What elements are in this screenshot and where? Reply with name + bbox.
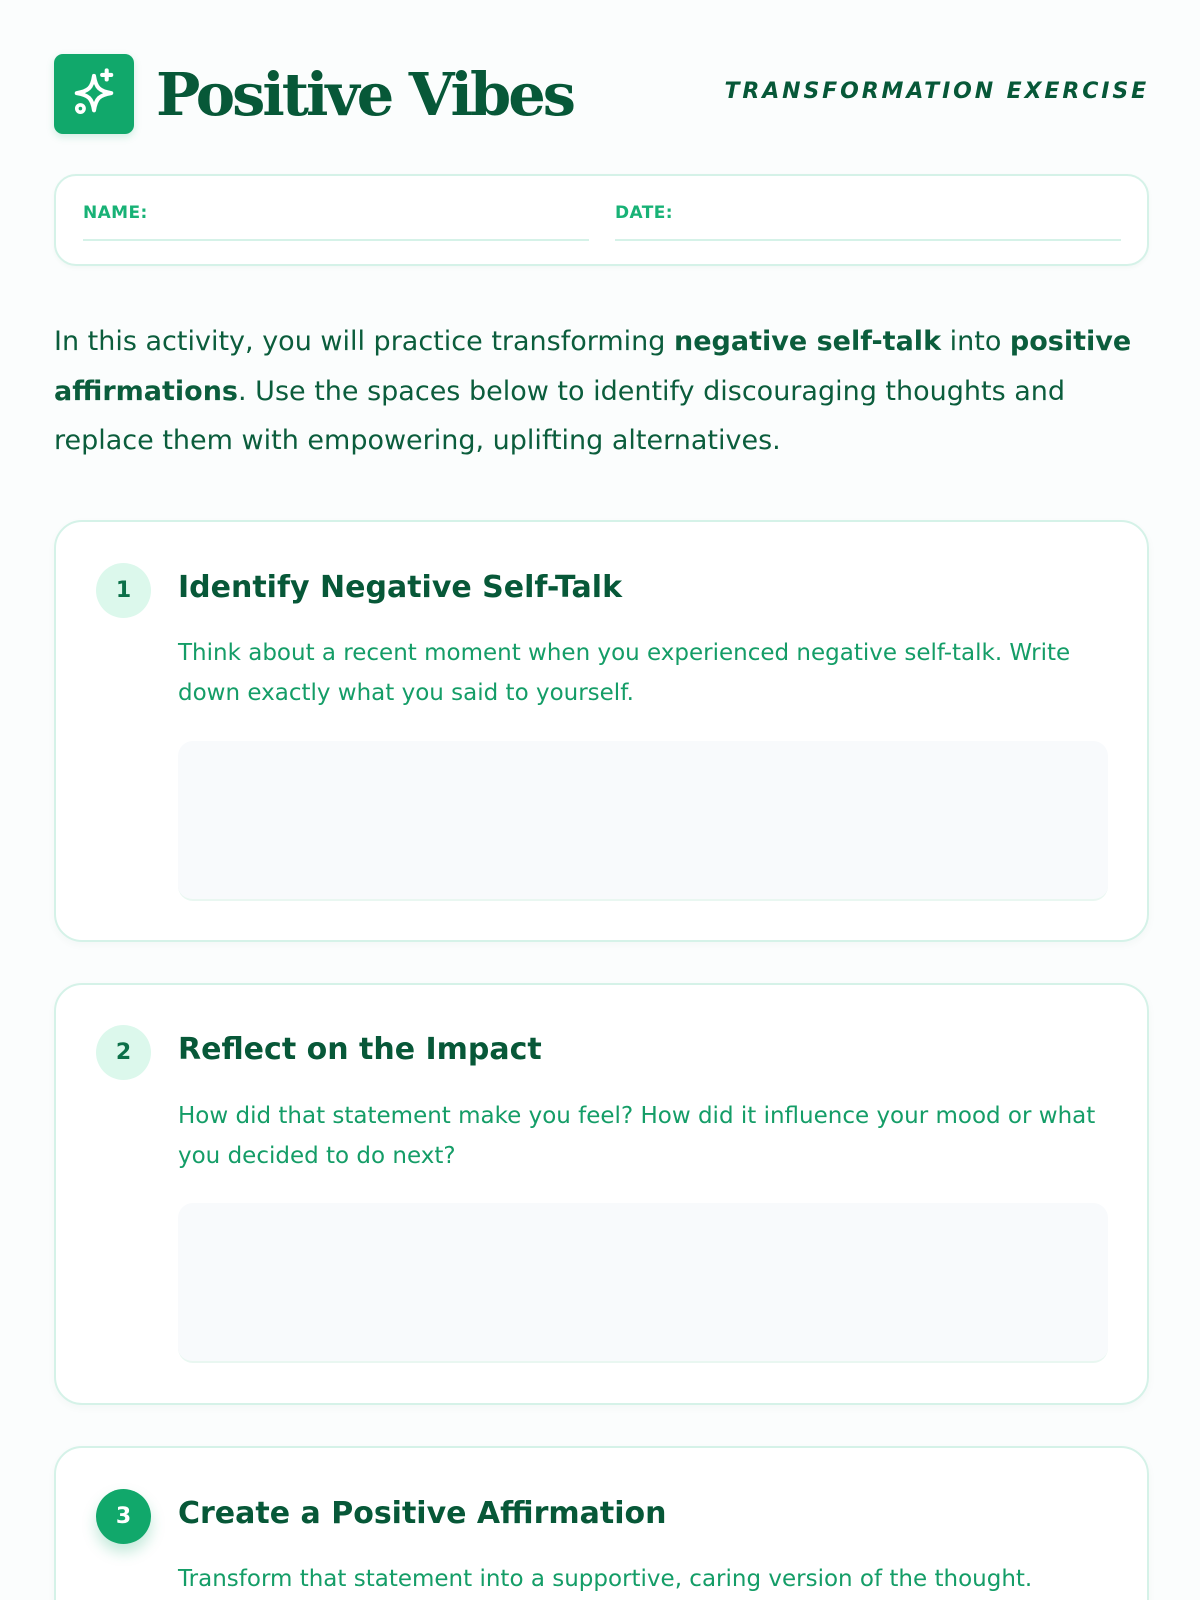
page-header [54,54,1149,134]
brand-title: Positive Vibes [156,59,573,129]
step-card-3 [54,1446,1149,1600]
intro-text-part-2: into [941,326,1010,357]
step-title: Reflect on the Impact [178,1032,542,1067]
intro-text-part-3: . Use the spaces below to identify discouraging thoughts and replace them with empowering, uplifting alternatives. [54,375,1066,456]
step-description: How did that statement make you feel? How did it influence your mood or what you decided to do next? [178,1103,1096,1169]
step-card-2 [54,983,1149,1405]
intro-text-part-1: In this activity, you will practice transforming [54,326,675,357]
step-description: Think about a recent moment when you experienced negative self-talk. Write down exactly what you said to yourself. [178,640,1071,706]
step-title: Identify Negative Self-Talk [178,570,623,605]
intro-bold-negative-self-talk: negative self-talk [674,326,942,357]
name-label: NAME: [83,203,148,223]
step-number-badge: 2 [96,1025,151,1080]
sparkles-icon [54,54,134,134]
answer-box[interactable] [178,1203,1108,1363]
step-number-badge: 1 [96,563,151,618]
exercise-label: TRANSFORMATION EXERCISE [724,78,1149,104]
date-field[interactable] [615,203,1121,241]
intro-bold-positive-affirmations: positive affirmations [54,326,1132,407]
step-number-badge-active: 3 [96,1489,151,1544]
brand [54,54,573,134]
date-label: DATE: [615,203,673,223]
student-info-card [54,174,1149,266]
step-description: Transform that statement into a supportive, caring version of the thought. [178,1566,1033,1592]
step-title: Create a Positive Affirmation [178,1496,667,1531]
step-card-1 [54,520,1149,942]
name-field[interactable] [83,203,589,241]
instructions-paragraph [54,317,1154,466]
answer-box[interactable] [178,741,1108,901]
